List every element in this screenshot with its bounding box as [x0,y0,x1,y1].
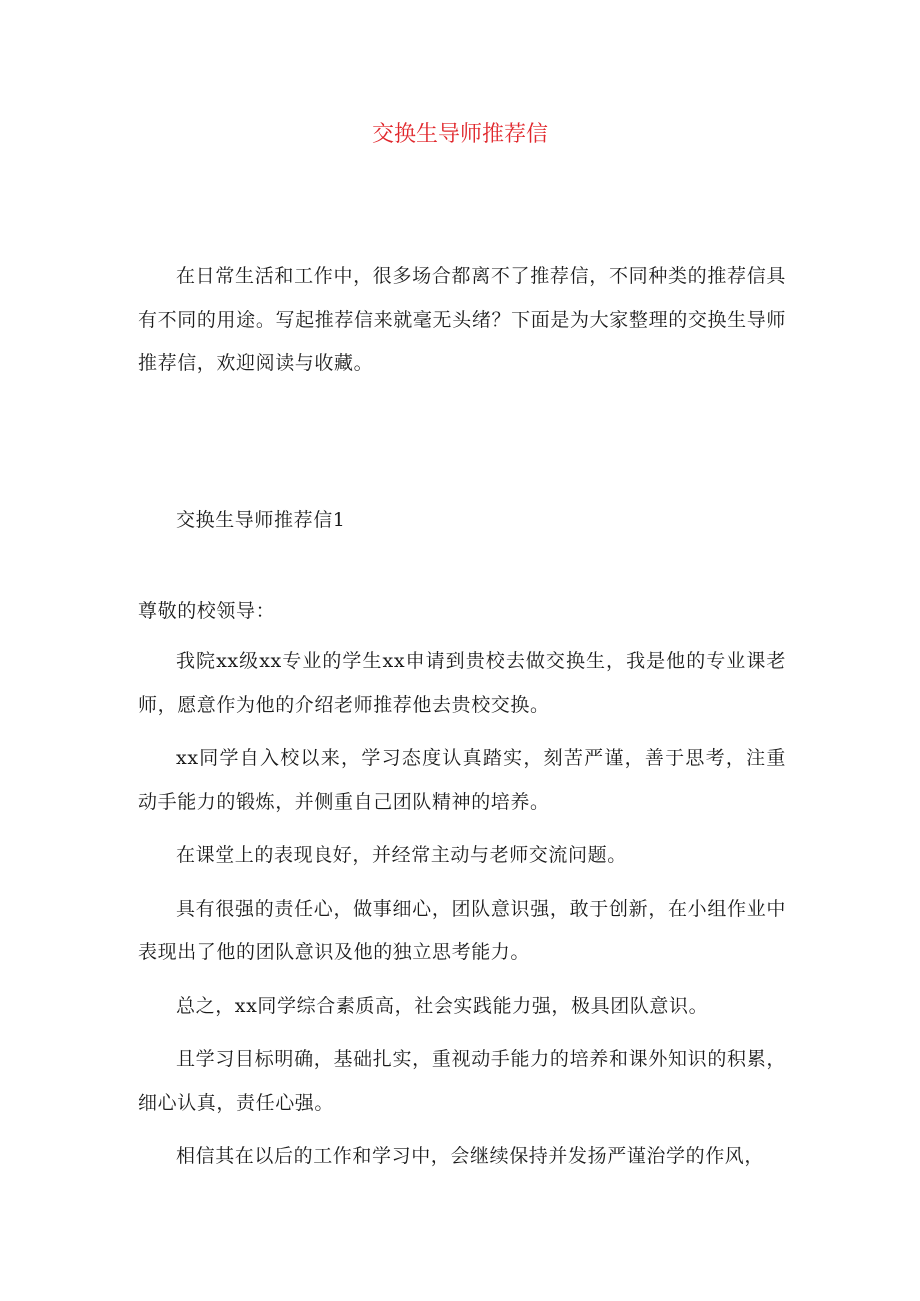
letter-paragraph: 总之，xx同学综合素质高，社会实践能力强，极具团队意识。 [176,994,709,1017]
section-heading: 交换生导师推荐信1 [176,509,346,531]
letter-paragraph: 我院xx级xx专业的学生xx申请到贵校去做交换生，我是他的专业课老师，愿意作为他的介绍老师推荐他去贵校交换。 [138,650,786,716]
document-title: 交换生导师推荐信 [371,122,548,147]
letter-paragraph: 相信其在以后的工作和学习中，会继续保持并发扬严谨治学的作风， [176,1145,765,1167]
intro-paragraph: 在日常生活和工作中，很多场合都离不了推荐信，不同种类的推荐信具有不同的用途。写起推荐信来就毫无头绪？下面是为大家整理的交换生导师推荐信，欢迎阅读与收藏。 [138,265,786,374]
letter-body [138,640,786,1189]
letter-paragraph: 具有很强的责任心，做事细心，团队意识强，敢于创新，在小组作业中表现出了他的团队意识及他的独立思考能力。 [138,897,786,963]
letter-paragraph: xx同学自入校以来，学习态度认真踏实，刻苦严谨，善于思考，注重动手能力的锻炼，并侧重自己团队精神的培养。 [138,747,786,813]
letter-paragraph: 且学习目标明确，基础扎实，重视动手能力的培养和课外知识的积累，细心认真，责任心强。 [138,1048,786,1114]
salutation: 尊敬的校领导： [138,600,276,622]
letter-paragraph: 在课堂上的表现良好，并经常主动与老师交流问题。 [176,844,627,866]
